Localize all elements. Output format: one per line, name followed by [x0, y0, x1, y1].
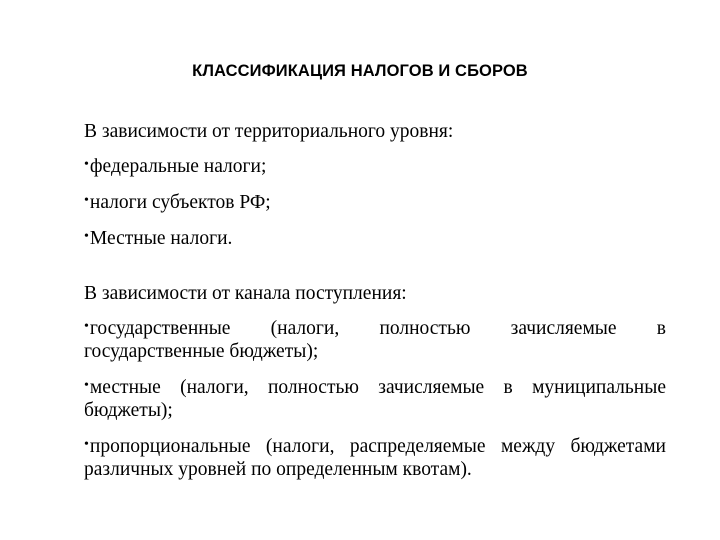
list-item-text: налоги субъектов РФ;: [89, 192, 271, 213]
bullet-list: [84, 153, 666, 250]
list-item: [84, 189, 666, 214]
list-item: [84, 374, 666, 422]
section-heading: В зависимости от канала поступления:: [84, 283, 407, 304]
bullet-icon: •: [84, 193, 89, 208]
list-item-text: местные (налоги, полностью зачисляемые в муниципальные бюджеты);: [84, 377, 666, 421]
list-item-text: пропорциональные (налоги, распределяемые между бюджетами различных уровней по определенным квотам).: [84, 436, 666, 480]
list-item-text: федеральные налоги;: [89, 156, 267, 177]
bullet-icon: •: [84, 319, 89, 334]
section-territorial-level: [84, 120, 666, 250]
bullet-icon: •: [84, 229, 89, 244]
list-item-text: государственные (налоги, полностью зачисляемые в государственные бюджеты);: [84, 318, 666, 362]
list-item: [84, 433, 666, 481]
list-item-text: Местные налоги.: [89, 228, 233, 249]
slide-content: [84, 120, 666, 492]
section-heading: В зависимости от территориального уровня:: [84, 121, 454, 142]
list-item: [84, 315, 666, 363]
slide-title: КЛАССИФИКАЦИЯ НАЛОГОВ И СБОРОВ: [192, 62, 528, 80]
list-item: [84, 225, 666, 250]
list-item: [84, 153, 666, 178]
section-spacer: [84, 261, 666, 282]
bullet-icon: •: [84, 157, 89, 172]
bullet-icon: •: [84, 378, 89, 393]
section-revenue-channel: [84, 282, 666, 481]
bullet-icon: •: [84, 437, 89, 452]
bullet-list: [84, 315, 666, 481]
